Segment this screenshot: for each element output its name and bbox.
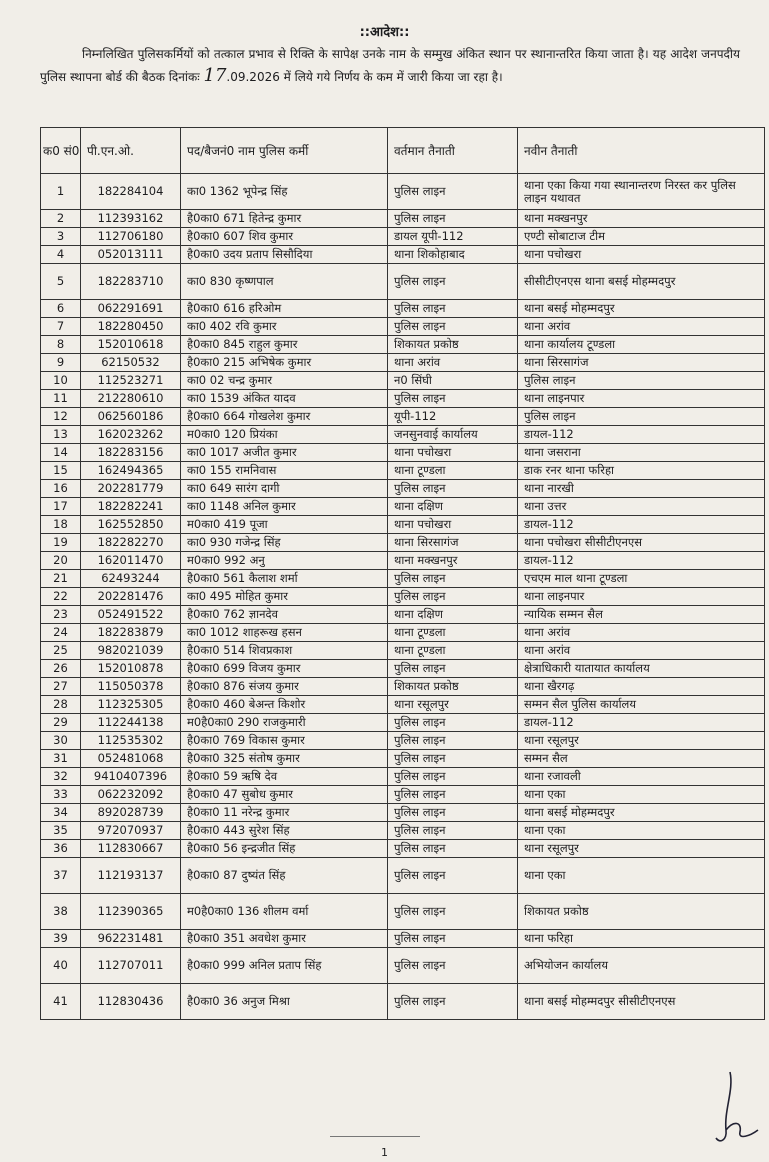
- cell-serial: 30: [41, 732, 81, 750]
- cell-new-posting: थाना कार्यालय टूण्डला: [518, 336, 765, 354]
- header-new-posting: नवीन तैनाती: [518, 128, 765, 174]
- cell-new-posting: एचएम माल थाना टूण्डला: [518, 570, 765, 588]
- table-header-row: [41, 128, 765, 174]
- cell-rank-name: है0का0 845 राहुल कुमार: [181, 336, 388, 354]
- cell-pno: 112390365: [81, 894, 181, 930]
- cell-serial: 35: [41, 822, 81, 840]
- cell-new-posting: डाक रनर थाना फरिहा: [518, 462, 765, 480]
- cell-pno: 052013111: [81, 246, 181, 264]
- cell-new-posting: क्षेत्राधिकारी यातायात कार्यालय: [518, 660, 765, 678]
- cell-rank-name: है0का0 514 शिवप्रकाश: [181, 642, 388, 660]
- cell-pno: 202281779: [81, 480, 181, 498]
- cell-current-posting: यूपी-112: [388, 408, 518, 426]
- cell-rank-name: है0का0 616 हरिओम: [181, 300, 388, 318]
- cell-new-posting: थाना रजावली: [518, 768, 765, 786]
- cell-new-posting: थाना रसूलपुर: [518, 840, 765, 858]
- cell-rank-name: है0का0 664 गोखलेश कुमार: [181, 408, 388, 426]
- table-row: [41, 354, 765, 372]
- printed-date: .09.2026: [226, 70, 280, 84]
- cell-new-posting: न्यायिक सम्मन सैल: [518, 606, 765, 624]
- table-row: [41, 948, 765, 984]
- cell-current-posting: थाना पचोखरा: [388, 516, 518, 534]
- cell-serial: 7: [41, 318, 81, 336]
- cell-current-posting: पुलिस लाइन: [388, 930, 518, 948]
- cell-rank-name: है0का0 47 सुबोध कुमार: [181, 786, 388, 804]
- cell-serial: 28: [41, 696, 81, 714]
- cell-new-posting: थाना जसराना: [518, 444, 765, 462]
- cell-new-posting: थाना सिरसागंज: [518, 354, 765, 372]
- table-row: [41, 696, 765, 714]
- page-number: 1: [381, 1146, 388, 1159]
- cell-new-posting: एण्टी सोबाटाज टीम: [518, 228, 765, 246]
- cell-serial: 32: [41, 768, 81, 786]
- cell-new-posting: थाना बसई मोहम्मदपुर: [518, 804, 765, 822]
- cell-serial: 37: [41, 858, 81, 894]
- cell-pno: 062232092: [81, 786, 181, 804]
- cell-current-posting: पुलिस लाइन: [388, 300, 518, 318]
- cell-new-posting: थाना लाइनपार: [518, 588, 765, 606]
- cell-serial: 19: [41, 534, 81, 552]
- cell-pno: 112193137: [81, 858, 181, 894]
- cell-current-posting: थाना मक्खनपुर: [388, 552, 518, 570]
- cell-serial: 4: [41, 246, 81, 264]
- cell-current-posting: पुलिस लाइन: [388, 588, 518, 606]
- cell-current-posting: पुलिस लाइन: [388, 318, 518, 336]
- cell-current-posting: पुलिस लाइन: [388, 390, 518, 408]
- table-row: [41, 660, 765, 678]
- cell-current-posting: थाना शिकोहाबाद: [388, 246, 518, 264]
- cell-pno: 892028739: [81, 804, 181, 822]
- table-row: [41, 408, 765, 426]
- cell-serial: 34: [41, 804, 81, 822]
- cell-rank-name: है0का0 325 संतोष कुमार: [181, 750, 388, 768]
- cell-pno: 152010618: [81, 336, 181, 354]
- cell-current-posting: पुलिस लाइन: [388, 768, 518, 786]
- cell-pno: 182283879: [81, 624, 181, 642]
- cell-current-posting: पुलिस लाइन: [388, 894, 518, 930]
- cell-pno: 162023262: [81, 426, 181, 444]
- cell-pno: 62493244: [81, 570, 181, 588]
- table-row: [41, 516, 765, 534]
- table-row: [41, 858, 765, 894]
- table-row: [41, 894, 765, 930]
- table-row: [41, 426, 765, 444]
- cell-current-posting: पुलिस लाइन: [388, 984, 518, 1020]
- cell-new-posting: अभियोजन कार्यालय: [518, 948, 765, 984]
- cell-new-posting: डायल-112: [518, 426, 765, 444]
- table-row: [41, 624, 765, 642]
- header-pno: पी.एन.ओ.: [81, 128, 181, 174]
- cell-rank-name: है0का0 671 हितेन्द्र कुमार: [181, 210, 388, 228]
- cell-rank-name: म0है0का0 136 शीलम वर्मा: [181, 894, 388, 930]
- cell-current-posting: थाना सिरसागंज: [388, 534, 518, 552]
- cell-rank-name: का0 649 सारंग दागी: [181, 480, 388, 498]
- table-row: [41, 570, 765, 588]
- cell-new-posting: थाना मक्खनपुर: [518, 210, 765, 228]
- table-row: [41, 750, 765, 768]
- cell-current-posting: पुलिस लाइन: [388, 858, 518, 894]
- cell-current-posting: थाना टूण्डला: [388, 624, 518, 642]
- table-body: [41, 174, 765, 1020]
- cell-pno: 212280610: [81, 390, 181, 408]
- cell-rank-name: का0 1017 अजीत कुमार: [181, 444, 388, 462]
- cell-rank-name: है0का0 607 शिव कुमार: [181, 228, 388, 246]
- cell-current-posting: शिकायत प्रकोष्ठ: [388, 678, 518, 696]
- cell-serial: 1: [41, 174, 81, 210]
- cell-new-posting: डायल-112: [518, 552, 765, 570]
- cell-new-posting: थाना फरिहा: [518, 930, 765, 948]
- cell-rank-name: है0का0 561 कैलाश शर्मा: [181, 570, 388, 588]
- cell-pno: 9410407396: [81, 768, 181, 786]
- cell-pno: 182284104: [81, 174, 181, 210]
- cell-new-posting: थाना अरांव: [518, 624, 765, 642]
- cell-serial: 29: [41, 714, 81, 732]
- table-row: [41, 552, 765, 570]
- cell-current-posting: थाना दक्षिण: [388, 498, 518, 516]
- cell-new-posting: पुलिस लाइन: [518, 408, 765, 426]
- cell-rank-name: का0 402 रवि कुमार: [181, 318, 388, 336]
- intro-text-before-date: निम्नलिखित पुलिसकर्मियों को तत्काल प्रभाव से रिक्ति के सापेक्ष उनके नाम के सम्मुख अंकित स्थान पर स्थानान्तरित किया जाता है। यह आदेश जनपदीय पुलिस स्थापना बोर्ड की बैठक दिनांकः: [40, 47, 740, 84]
- table-row: [41, 174, 765, 210]
- cell-serial: 10: [41, 372, 81, 390]
- cell-serial: 25: [41, 642, 81, 660]
- cell-current-posting: डायल यूपी-112: [388, 228, 518, 246]
- cell-new-posting: थाना बसई मोहम्मदपुर: [518, 300, 765, 318]
- cell-new-posting: सीसीटीएनएस थाना बसई मोहम्मदपुर: [518, 264, 765, 300]
- cell-new-posting: थाना एका किया गया स्थानान्तरण निरस्त कर पुलिस लाइन यथावत: [518, 174, 765, 210]
- cell-current-posting: पुलिस लाइन: [388, 570, 518, 588]
- table-row: [41, 300, 765, 318]
- cell-rank-name: है0का0 215 अभिषेक कुमार: [181, 354, 388, 372]
- cell-pno: 112244138: [81, 714, 181, 732]
- cell-rank-name: है0का0 762 ज्ञानदेव: [181, 606, 388, 624]
- cell-pno: 112830436: [81, 984, 181, 1020]
- cell-serial: 17: [41, 498, 81, 516]
- cell-pno: 112393162: [81, 210, 181, 228]
- cell-rank-name: का0 02 चन्द्र कुमार: [181, 372, 388, 390]
- table-row: [41, 336, 765, 354]
- cell-current-posting: पुलिस लाइन: [388, 822, 518, 840]
- cell-pno: 052491522: [81, 606, 181, 624]
- cell-rank-name: का0 155 रामनिवास: [181, 462, 388, 480]
- header-current-posting: वर्तमान तैनाती: [388, 128, 518, 174]
- cell-pno: 062291691: [81, 300, 181, 318]
- cell-new-posting: थाना नारखी: [518, 480, 765, 498]
- table-row: [41, 228, 765, 246]
- cell-new-posting: थाना अरांव: [518, 318, 765, 336]
- cell-serial: 21: [41, 570, 81, 588]
- cell-serial: 18: [41, 516, 81, 534]
- handwritten-date: 17: [203, 65, 227, 86]
- table-row: [41, 534, 765, 552]
- table-row: [41, 390, 765, 408]
- cell-current-posting: पुलिस लाइन: [388, 750, 518, 768]
- cell-new-posting: थाना अरांव: [518, 642, 765, 660]
- table-row: [41, 372, 765, 390]
- table-row: [41, 498, 765, 516]
- cell-rank-name: म0का0 120 प्रियंका: [181, 426, 388, 444]
- cell-new-posting: थाना खैरगढ़: [518, 678, 765, 696]
- signature-mark: [712, 1070, 762, 1150]
- cell-serial: 36: [41, 840, 81, 858]
- header-serial: क0 सं0: [41, 128, 81, 174]
- cell-serial: 24: [41, 624, 81, 642]
- cell-serial: 26: [41, 660, 81, 678]
- cell-pno: 162494365: [81, 462, 181, 480]
- table-row: [41, 714, 765, 732]
- cell-serial: 11: [41, 390, 81, 408]
- cell-new-posting: डायल-112: [518, 714, 765, 732]
- cell-serial: 13: [41, 426, 81, 444]
- cell-pno: 62150532: [81, 354, 181, 372]
- cell-pno: 062560186: [81, 408, 181, 426]
- cell-current-posting: न0 सिंघी: [388, 372, 518, 390]
- cell-pno: 112325305: [81, 696, 181, 714]
- cell-pno: 962231481: [81, 930, 181, 948]
- cell-rank-name: म0का0 992 अनु: [181, 552, 388, 570]
- cell-rank-name: है0का0 87 दुष्यंत सिंह: [181, 858, 388, 894]
- cell-serial: 39: [41, 930, 81, 948]
- cell-new-posting: पुलिस लाइन: [518, 372, 765, 390]
- cell-serial: 33: [41, 786, 81, 804]
- cell-pno: 112706180: [81, 228, 181, 246]
- cell-new-posting: थाना एका: [518, 786, 765, 804]
- cell-rank-name: है0का0 460 बेअन्त किशोर: [181, 696, 388, 714]
- table-row: [41, 210, 765, 228]
- cell-new-posting: थाना एका: [518, 858, 765, 894]
- cell-rank-name: है0का0 699 विजय कुमार: [181, 660, 388, 678]
- order-intro: [40, 44, 740, 88]
- cell-serial: 31: [41, 750, 81, 768]
- cell-rank-name: है0का0 876 संजय कुमार: [181, 678, 388, 696]
- cell-serial: 14: [41, 444, 81, 462]
- table-row: [41, 588, 765, 606]
- table-row: [41, 318, 765, 336]
- cell-rank-name: का0 495 मोहित कुमार: [181, 588, 388, 606]
- cell-current-posting: पुलिस लाइन: [388, 660, 518, 678]
- table-row: [41, 840, 765, 858]
- cell-pno: 182283710: [81, 264, 181, 300]
- cell-rank-name: है0का0 56 इन्द्रजीत सिंह: [181, 840, 388, 858]
- table-row: [41, 678, 765, 696]
- cell-serial: 12: [41, 408, 81, 426]
- cell-rank-name: का0 830 कृष्णपाल: [181, 264, 388, 300]
- cell-pno: 162011470: [81, 552, 181, 570]
- transfer-table: [40, 127, 765, 1020]
- cell-new-posting: सम्मन सैल पुलिस कार्यालय: [518, 696, 765, 714]
- cell-rank-name: का0 1148 अनिल कुमार: [181, 498, 388, 516]
- cell-serial: 22: [41, 588, 81, 606]
- cell-current-posting: थाना रसूलपुर: [388, 696, 518, 714]
- cell-serial: 40: [41, 948, 81, 984]
- table-row: [41, 930, 765, 948]
- cell-serial: 5: [41, 264, 81, 300]
- cell-new-posting: थाना एका: [518, 822, 765, 840]
- cell-rank-name: है0का0 11 नरेन्द्र कुमार: [181, 804, 388, 822]
- table-row: [41, 786, 765, 804]
- cell-rank-name: है0का0 769 विकास कुमार: [181, 732, 388, 750]
- header-rank-name: पद/बैजनं0 नाम पुलिस कर्मी: [181, 128, 388, 174]
- intro-text-after-date: में लिये गये निर्णय के कम में जारी किया जा रहा है।: [283, 70, 503, 84]
- cell-serial: 38: [41, 894, 81, 930]
- cell-rank-name: है0का0 उदय प्रताप सिसौदिया: [181, 246, 388, 264]
- table-row: [41, 768, 765, 786]
- cell-pno: 182282241: [81, 498, 181, 516]
- cell-pno: 182282270: [81, 534, 181, 552]
- cell-serial: 15: [41, 462, 81, 480]
- table-row: [41, 804, 765, 822]
- cell-current-posting: पुलिस लाइन: [388, 480, 518, 498]
- cell-current-posting: पुलिस लाइन: [388, 840, 518, 858]
- cell-current-posting: थाना टूण्डला: [388, 642, 518, 660]
- cell-new-posting: डायल-112: [518, 516, 765, 534]
- cell-new-posting: थाना रसूलपुर: [518, 732, 765, 750]
- cell-rank-name: है0का0 999 अनिल प्रताप सिंह: [181, 948, 388, 984]
- table-row: [41, 462, 765, 480]
- cell-new-posting: थाना पचोखरा: [518, 246, 765, 264]
- cell-pno: 112830667: [81, 840, 181, 858]
- cell-rank-name: है0का0 351 अवधेश कुमार: [181, 930, 388, 948]
- cell-rank-name: म0का0 419 पूजा: [181, 516, 388, 534]
- cell-new-posting: थाना पचोखरा सीसीटीएनएस: [518, 534, 765, 552]
- cell-new-posting: थाना बसई मोहम्मदपुर सीसीटीएनएस: [518, 984, 765, 1020]
- cell-pno: 982021039: [81, 642, 181, 660]
- cell-current-posting: शिकायत प्रकोष्ठ: [388, 336, 518, 354]
- order-heading: ::आदेश::: [359, 25, 410, 40]
- table-row: [41, 246, 765, 264]
- cell-current-posting: थाना टूण्डला: [388, 462, 518, 480]
- cell-rank-name: का0 930 गजेन्द्र सिंह: [181, 534, 388, 552]
- cell-pno: 182280450: [81, 318, 181, 336]
- cell-current-posting: पुलिस लाइन: [388, 174, 518, 210]
- cell-rank-name: है0का0 443 सुरेश सिंह: [181, 822, 388, 840]
- cell-serial: 3: [41, 228, 81, 246]
- cell-rank-name: है0का0 59 ऋषि देव: [181, 768, 388, 786]
- table-row: [41, 822, 765, 840]
- cell-new-posting: सम्मन सैल: [518, 750, 765, 768]
- table-row: [41, 444, 765, 462]
- table-row: [41, 480, 765, 498]
- cell-current-posting: पुलिस लाइन: [388, 948, 518, 984]
- cell-rank-name: म0है0का0 290 राजकुमारी: [181, 714, 388, 732]
- cell-pno: 182283156: [81, 444, 181, 462]
- table-row: [41, 732, 765, 750]
- cell-rank-name: है0का0 36 अनुज मिश्रा: [181, 984, 388, 1020]
- table-row: [41, 606, 765, 624]
- table-row: [41, 642, 765, 660]
- cell-serial: 27: [41, 678, 81, 696]
- cell-new-posting: शिकायत प्रकोष्ठ: [518, 894, 765, 930]
- cell-pno: 052481068: [81, 750, 181, 768]
- cell-rank-name: का0 1012 शाहरूख हसन: [181, 624, 388, 642]
- cell-pno: 162552850: [81, 516, 181, 534]
- cell-pno: 112535302: [81, 732, 181, 750]
- cell-serial: 2: [41, 210, 81, 228]
- cell-pno: 152010878: [81, 660, 181, 678]
- cell-pno: 115050378: [81, 678, 181, 696]
- cell-pno: 972070937: [81, 822, 181, 840]
- cell-current-posting: पुलिस लाइन: [388, 210, 518, 228]
- cell-current-posting: पुलिस लाइन: [388, 732, 518, 750]
- cell-serial: 20: [41, 552, 81, 570]
- cell-new-posting: थाना उत्तर: [518, 498, 765, 516]
- cell-pno: 112707011: [81, 948, 181, 984]
- cell-current-posting: थाना अरांव: [388, 354, 518, 372]
- cell-current-posting: थाना दक्षिण: [388, 606, 518, 624]
- cell-new-posting: थाना लाइनपार: [518, 390, 765, 408]
- cell-serial: 6: [41, 300, 81, 318]
- cell-rank-name: का0 1539 अंकित यादव: [181, 390, 388, 408]
- cell-rank-name: का0 1362 भूपेन्द्र सिंह: [181, 174, 388, 210]
- cell-serial: 23: [41, 606, 81, 624]
- table-row: [41, 984, 765, 1020]
- cell-current-posting: जनसुनवाई कार्यालय: [388, 426, 518, 444]
- cell-pno: 202281476: [81, 588, 181, 606]
- table-row: [41, 264, 765, 300]
- cell-current-posting: थाना पचोखरा: [388, 444, 518, 462]
- cell-serial: 9: [41, 354, 81, 372]
- cell-current-posting: पुलिस लाइन: [388, 786, 518, 804]
- cell-pno: 112523271: [81, 372, 181, 390]
- cell-serial: 41: [41, 984, 81, 1020]
- cell-current-posting: पुलिस लाइन: [388, 714, 518, 732]
- cell-current-posting: पुलिस लाइन: [388, 804, 518, 822]
- cell-serial: 8: [41, 336, 81, 354]
- cell-serial: 16: [41, 480, 81, 498]
- cell-current-posting: पुलिस लाइन: [388, 264, 518, 300]
